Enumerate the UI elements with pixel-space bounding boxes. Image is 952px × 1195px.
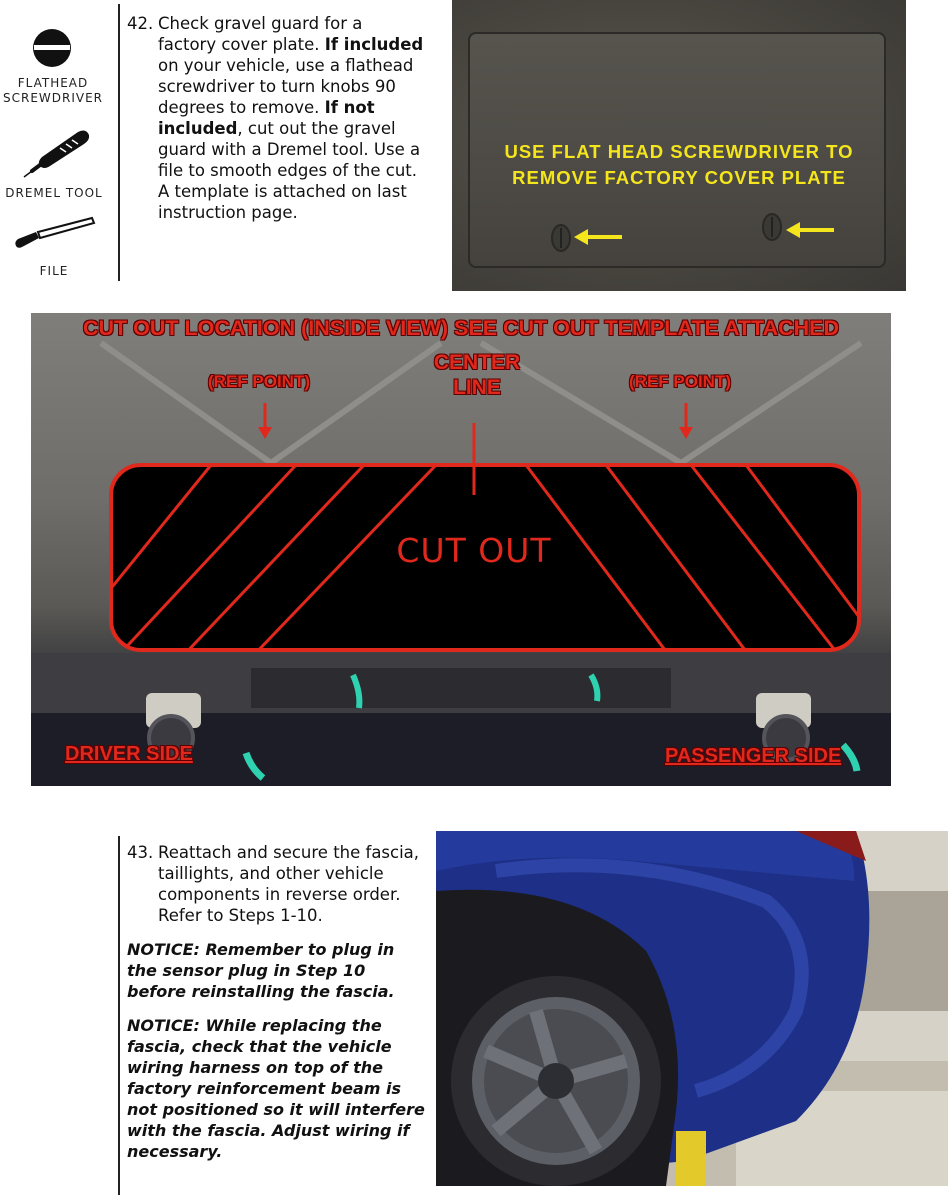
notice-wiring-harness: NOTICE: While replacing the fascia, check that the vehicle wiring harness on top of the factory reinforcement beam is not positioned so it will interfere with the fascia. Adjust wiring if necessary. bbox=[127, 1016, 425, 1161]
cover-plate-instruction: USE FLAT HEAD SCREWDRIVER TO REMOVE FACTORY COVER PLATE bbox=[504, 141, 854, 188]
ref-point-left: (REF POINT) bbox=[208, 372, 310, 391]
cut-out-location-photo bbox=[31, 313, 891, 786]
dremel-tool-icon bbox=[20, 126, 92, 180]
tool-label-dremel: DREMEL TOOL bbox=[5, 186, 103, 200]
reinstalled-fascia-photo bbox=[436, 831, 948, 1186]
step-43-text: Reattach and secure the fascia, taillights, and other vehicle components in reverse order. Refer to Steps 1-10. bbox=[158, 843, 420, 925]
tool-label-flathead: FLATHEAD SCREWDRIVER bbox=[2, 76, 104, 105]
arrow-left-icon bbox=[574, 228, 624, 246]
tool-label-file: FILE bbox=[39, 264, 69, 278]
step-43-number: 43. bbox=[127, 843, 154, 862]
step-42-text: Check gravel guard for a factory cover plate. If included on your vehicle, use a flathead screwdriver to turn knobs 90 degrees to remove. If not included, cut out the gravel guard with a Dremel tool. Use a file to smooth edges of the cut. A template is attached on last instruction page. bbox=[158, 14, 424, 222]
driver-side-label: DRIVER SIDE bbox=[65, 743, 193, 765]
step-43 bbox=[127, 842, 425, 926]
ref-point-right: (REF POINT) bbox=[629, 372, 731, 391]
tools-divider bbox=[118, 4, 120, 281]
step-42-number: 42. bbox=[127, 14, 154, 33]
step-42 bbox=[127, 13, 425, 223]
flathead-screwdriver-icon bbox=[31, 27, 73, 69]
arrow-left-icon bbox=[786, 221, 836, 239]
center-line-label: CENTER LINE bbox=[433, 351, 521, 399]
cut-out-title: CUT OUT LOCATION (INSIDE VIEW) SEE CUT OUT TEMPLATE ATTACHED bbox=[82, 316, 840, 340]
ref-arrow-right-icon bbox=[678, 403, 694, 441]
ref-arrow-left-icon bbox=[257, 403, 273, 441]
passenger-side-label: PASSENGER SIDE bbox=[665, 745, 842, 767]
step-43-divider bbox=[118, 836, 120, 1195]
cover-plate-photo bbox=[452, 0, 906, 291]
car-rear-illustration bbox=[436, 831, 948, 1186]
cover-plate-knobs bbox=[452, 0, 906, 291]
file-icon bbox=[12, 216, 96, 252]
cut-out-label: CUT OUT bbox=[396, 531, 552, 570]
notice-sensor-plug: NOTICE: Remember to plug in the sensor plug in Step 10 before reinstalling the fascia. bbox=[127, 940, 395, 1001]
